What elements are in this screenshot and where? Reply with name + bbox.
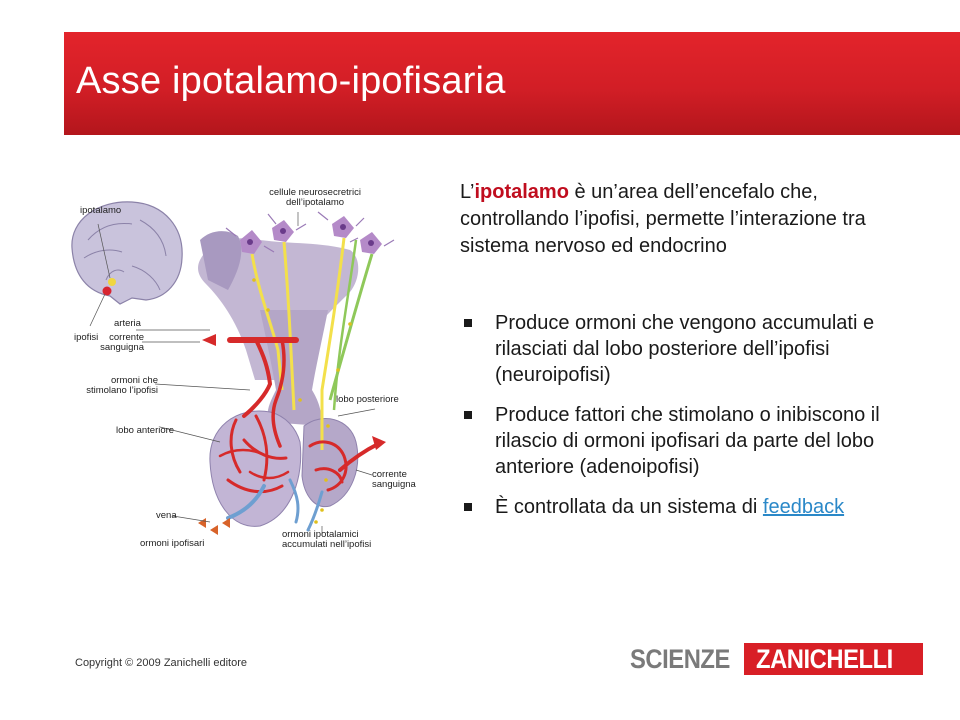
feedback-link[interactable]: feedback <box>762 496 845 518</box>
logo-zanichelli-text: ZANICHELLI <box>755 644 893 674</box>
intro-before: L’ <box>460 181 475 203</box>
label-corrente-sanguigna-right: corrente sanguigna <box>372 469 416 490</box>
bullet-text: Produce fattori che stimolano o inibiscono il rilascio di ormoni ipofisari da parte del lobo anteriore (adenoipofisi) <box>495 404 880 478</box>
intro-emphasis: ipotalamo <box>474 181 569 203</box>
hypothalamus-pituitary-diagram <box>60 180 420 560</box>
bullet-item <box>460 494 880 520</box>
logo-scienze-text: SCIENZE <box>630 643 730 674</box>
logo-zanichelli-box <box>744 643 923 675</box>
label-ormoni-ipofisari: ormoni ipofisari <box>140 538 205 549</box>
bullet-text: È controllata da un sistema di <box>495 496 763 518</box>
copyright-notice: Copyright © 2009 Zanichelli editore <box>75 657 247 669</box>
scienze-zanichelli-logo <box>630 643 923 675</box>
brain-inset <box>72 202 182 326</box>
diagram-illustration <box>60 180 420 560</box>
label-ormoni-ipotalamici: ormoni ipotalamici accumulati nell’ipofisi <box>282 529 372 550</box>
label-lobo-posteriore: lobo posteriore <box>336 394 399 405</box>
label-corrente-sanguigna-left: corrente sanguigna <box>100 332 144 353</box>
label-vena: vena <box>156 510 177 521</box>
intro-paragraph <box>460 179 880 260</box>
bullet-text: Produce ormoni che vengono accumulati e rilasciati dal lobo posteriore dell’ipofisi (neuroipofisi) <box>495 312 875 386</box>
bullet-square-icon <box>464 319 472 327</box>
bullet-square-icon <box>464 503 472 511</box>
bullet-square-icon <box>464 411 472 419</box>
label-cellule-neurosecretrici: cellule neurosecretrici dell’ipotalamo <box>269 187 361 208</box>
label-ipofisi: ipofisi <box>74 332 99 343</box>
label-ormoni-stimolano: ormoni che stimolano l’ipofisi <box>86 375 158 396</box>
bullet-item <box>460 310 880 388</box>
label-ipotalamo: ipotalamo <box>80 205 122 216</box>
intro-after: è un’area dell’encefalo che, controllando l’ipofisi, permette l’interazione tra sistema nervoso ed endocrino <box>460 181 866 257</box>
label-arteria: arteria <box>114 318 141 329</box>
slide-title: Asse ipotalamo-ipofisaria <box>76 60 506 102</box>
bullet-list <box>460 310 880 534</box>
label-lobo-anteriore: lobo anteriore <box>116 425 175 436</box>
bullet-item <box>460 402 880 480</box>
